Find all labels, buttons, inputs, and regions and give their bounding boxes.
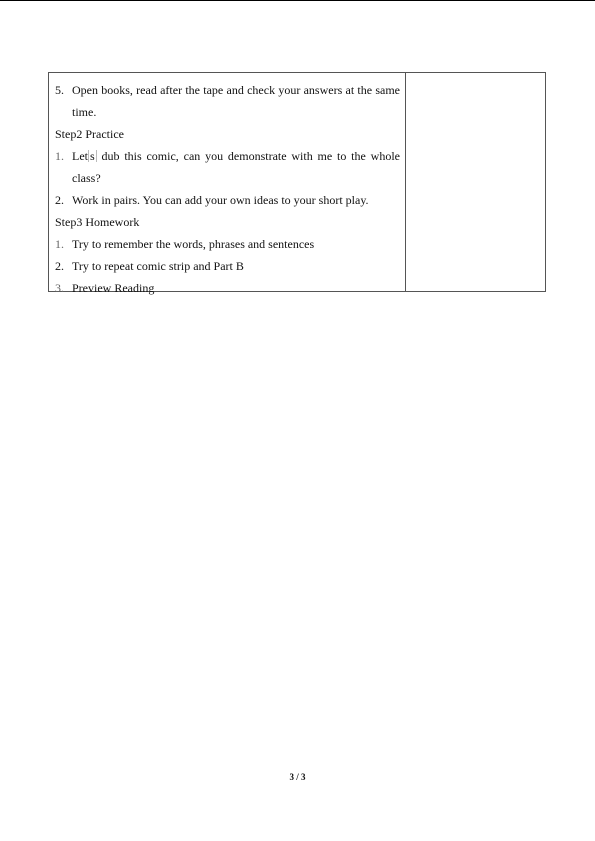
header-rule xyxy=(0,0,595,1)
item-text: Open books, read after the tape and check your answers at the same xyxy=(72,83,400,97)
notes-cell xyxy=(406,73,545,291)
item-text-start: Let xyxy=(72,149,88,163)
item-text xyxy=(72,145,400,167)
item-number: 1. xyxy=(55,237,64,251)
procedure-cell xyxy=(49,73,406,295)
apostrophe-mark: s xyxy=(90,149,95,163)
item-number: 2. xyxy=(55,259,64,273)
lesson-table xyxy=(48,72,546,295)
item-text-continued: class? xyxy=(72,171,101,185)
item-text-rest: dub this comic, can you demonstrate with me to the whole xyxy=(96,149,400,163)
item-text: Try to repeat comic strip and Part B xyxy=(72,259,244,273)
item-number: 1. xyxy=(55,149,64,163)
list-item xyxy=(55,277,400,299)
item-text: Preview Reading xyxy=(72,281,155,295)
step3-heading: Step3 Homework xyxy=(55,215,140,229)
list-item xyxy=(55,145,400,167)
item-text: Work in pairs. You can add your own ideas to your short play. xyxy=(72,193,369,207)
item-number: 5. xyxy=(55,83,64,97)
item-number: 2. xyxy=(55,193,64,207)
step2-heading: Step2 Practice xyxy=(55,127,124,141)
item-text: Try to remember the words, phrases and sentences xyxy=(72,237,315,251)
item-text-continued: time. xyxy=(72,105,97,119)
list-item xyxy=(55,189,400,211)
list-item xyxy=(55,79,400,101)
list-item xyxy=(55,255,400,277)
list-item xyxy=(55,233,400,255)
item-number: 3. xyxy=(55,281,64,295)
page-number: 3 / 3 xyxy=(289,772,306,782)
